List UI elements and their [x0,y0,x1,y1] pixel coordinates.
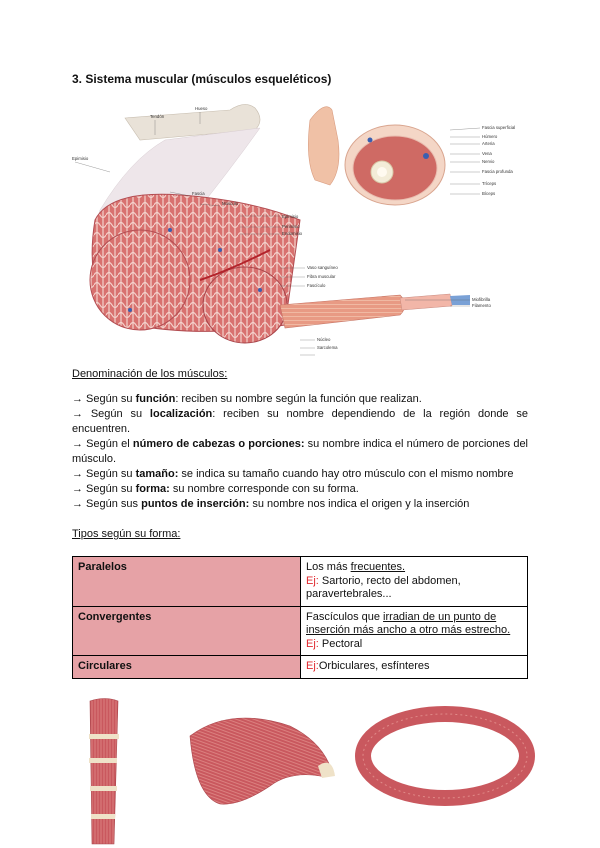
label-vaso: Vaso sanguíneo [307,265,338,270]
label-fibra: Fibra muscular [307,274,336,279]
label-musculo: Músculo [222,201,239,206]
table-row [73,557,528,607]
desc-cell: Los más frecuentes. Ej: Sartorio, recto del abdomen, paravertebrales... [301,557,528,607]
label-perimisio: Perimisio [282,224,300,229]
type-cell: Circulares [73,656,301,679]
label-sarcolema: Sarcolema [317,345,338,350]
circular-muscle-image [363,714,527,798]
label-tendon: Tendón [150,114,165,119]
tipos-heading: Tipos según su forma: [72,528,181,540]
label-epimisio: Epimisio [72,156,89,161]
muscle-shapes-illustration [70,696,540,846]
parallel-muscle-image [89,699,119,845]
label-nervio: Nervio [482,159,495,164]
criterion-cabezas: → Según el número de cabezas o porciones: su nombre indica el número de porciones del músculo. [72,438,529,465]
label-humero: Húmero [482,134,498,139]
label-nucleo: Núcleo [317,337,331,342]
criterion-funcion: → Según su función: reciben su nombre según la función que realizan. [72,393,422,405]
label-hueso: Hueso [195,106,208,111]
table-row [73,606,528,656]
label-epimisio-2: Epimisio [282,214,299,219]
desc-cell: Ej:Orbiculares, esfínteres [301,656,528,679]
label-biceps: Bíceps [482,191,496,196]
muscle-structure-illustration [70,100,530,362]
label-arteria: Arteria [482,141,495,146]
table-row [73,656,528,679]
convergent-muscle-image [190,718,335,804]
label-fascia: Fascia [192,191,205,196]
label-vena: Vena [482,151,492,156]
criterion-localizacion: → Según su localización: reciben su nombre dependiendo de la región donde se encuentren. [72,408,528,435]
section-title: 3. Sistema muscular (músculos esqueléticos) [72,72,332,86]
criterion-insercion: → Según sus puntos de inserción: su nombre nos indica el origen y la inserción [72,498,470,510]
type-cell: Paralelos [73,557,301,607]
label-filamento: Filamento [472,303,491,308]
label-triceps: Tríceps [482,181,497,186]
label-fasciculo: Fascículo [307,283,326,288]
types-table [72,556,528,679]
label-miofibrilla: Miofibrilla [472,297,491,302]
type-cell: Convergentes [73,606,301,656]
label-fascia-superficial: Fascia superficial [482,125,516,130]
criterion-forma: → Según su forma: su nombre corresponde con su forma. [72,483,359,495]
label-fascia-profunda: Fascia profunda [482,169,513,174]
label-endomisio: Endomisio [282,231,303,236]
desc-cell: Fascículos que irradian de un punto de inserción más ancho a otro más estrecho. Ej: Pectoral [301,606,528,656]
criterion-tamano: → Según su tamaño: se indica su tamaño cuando hay otro músculo con el mismo nombre [72,468,514,480]
denominacion-heading: Denominación de los músculos: [72,368,228,380]
